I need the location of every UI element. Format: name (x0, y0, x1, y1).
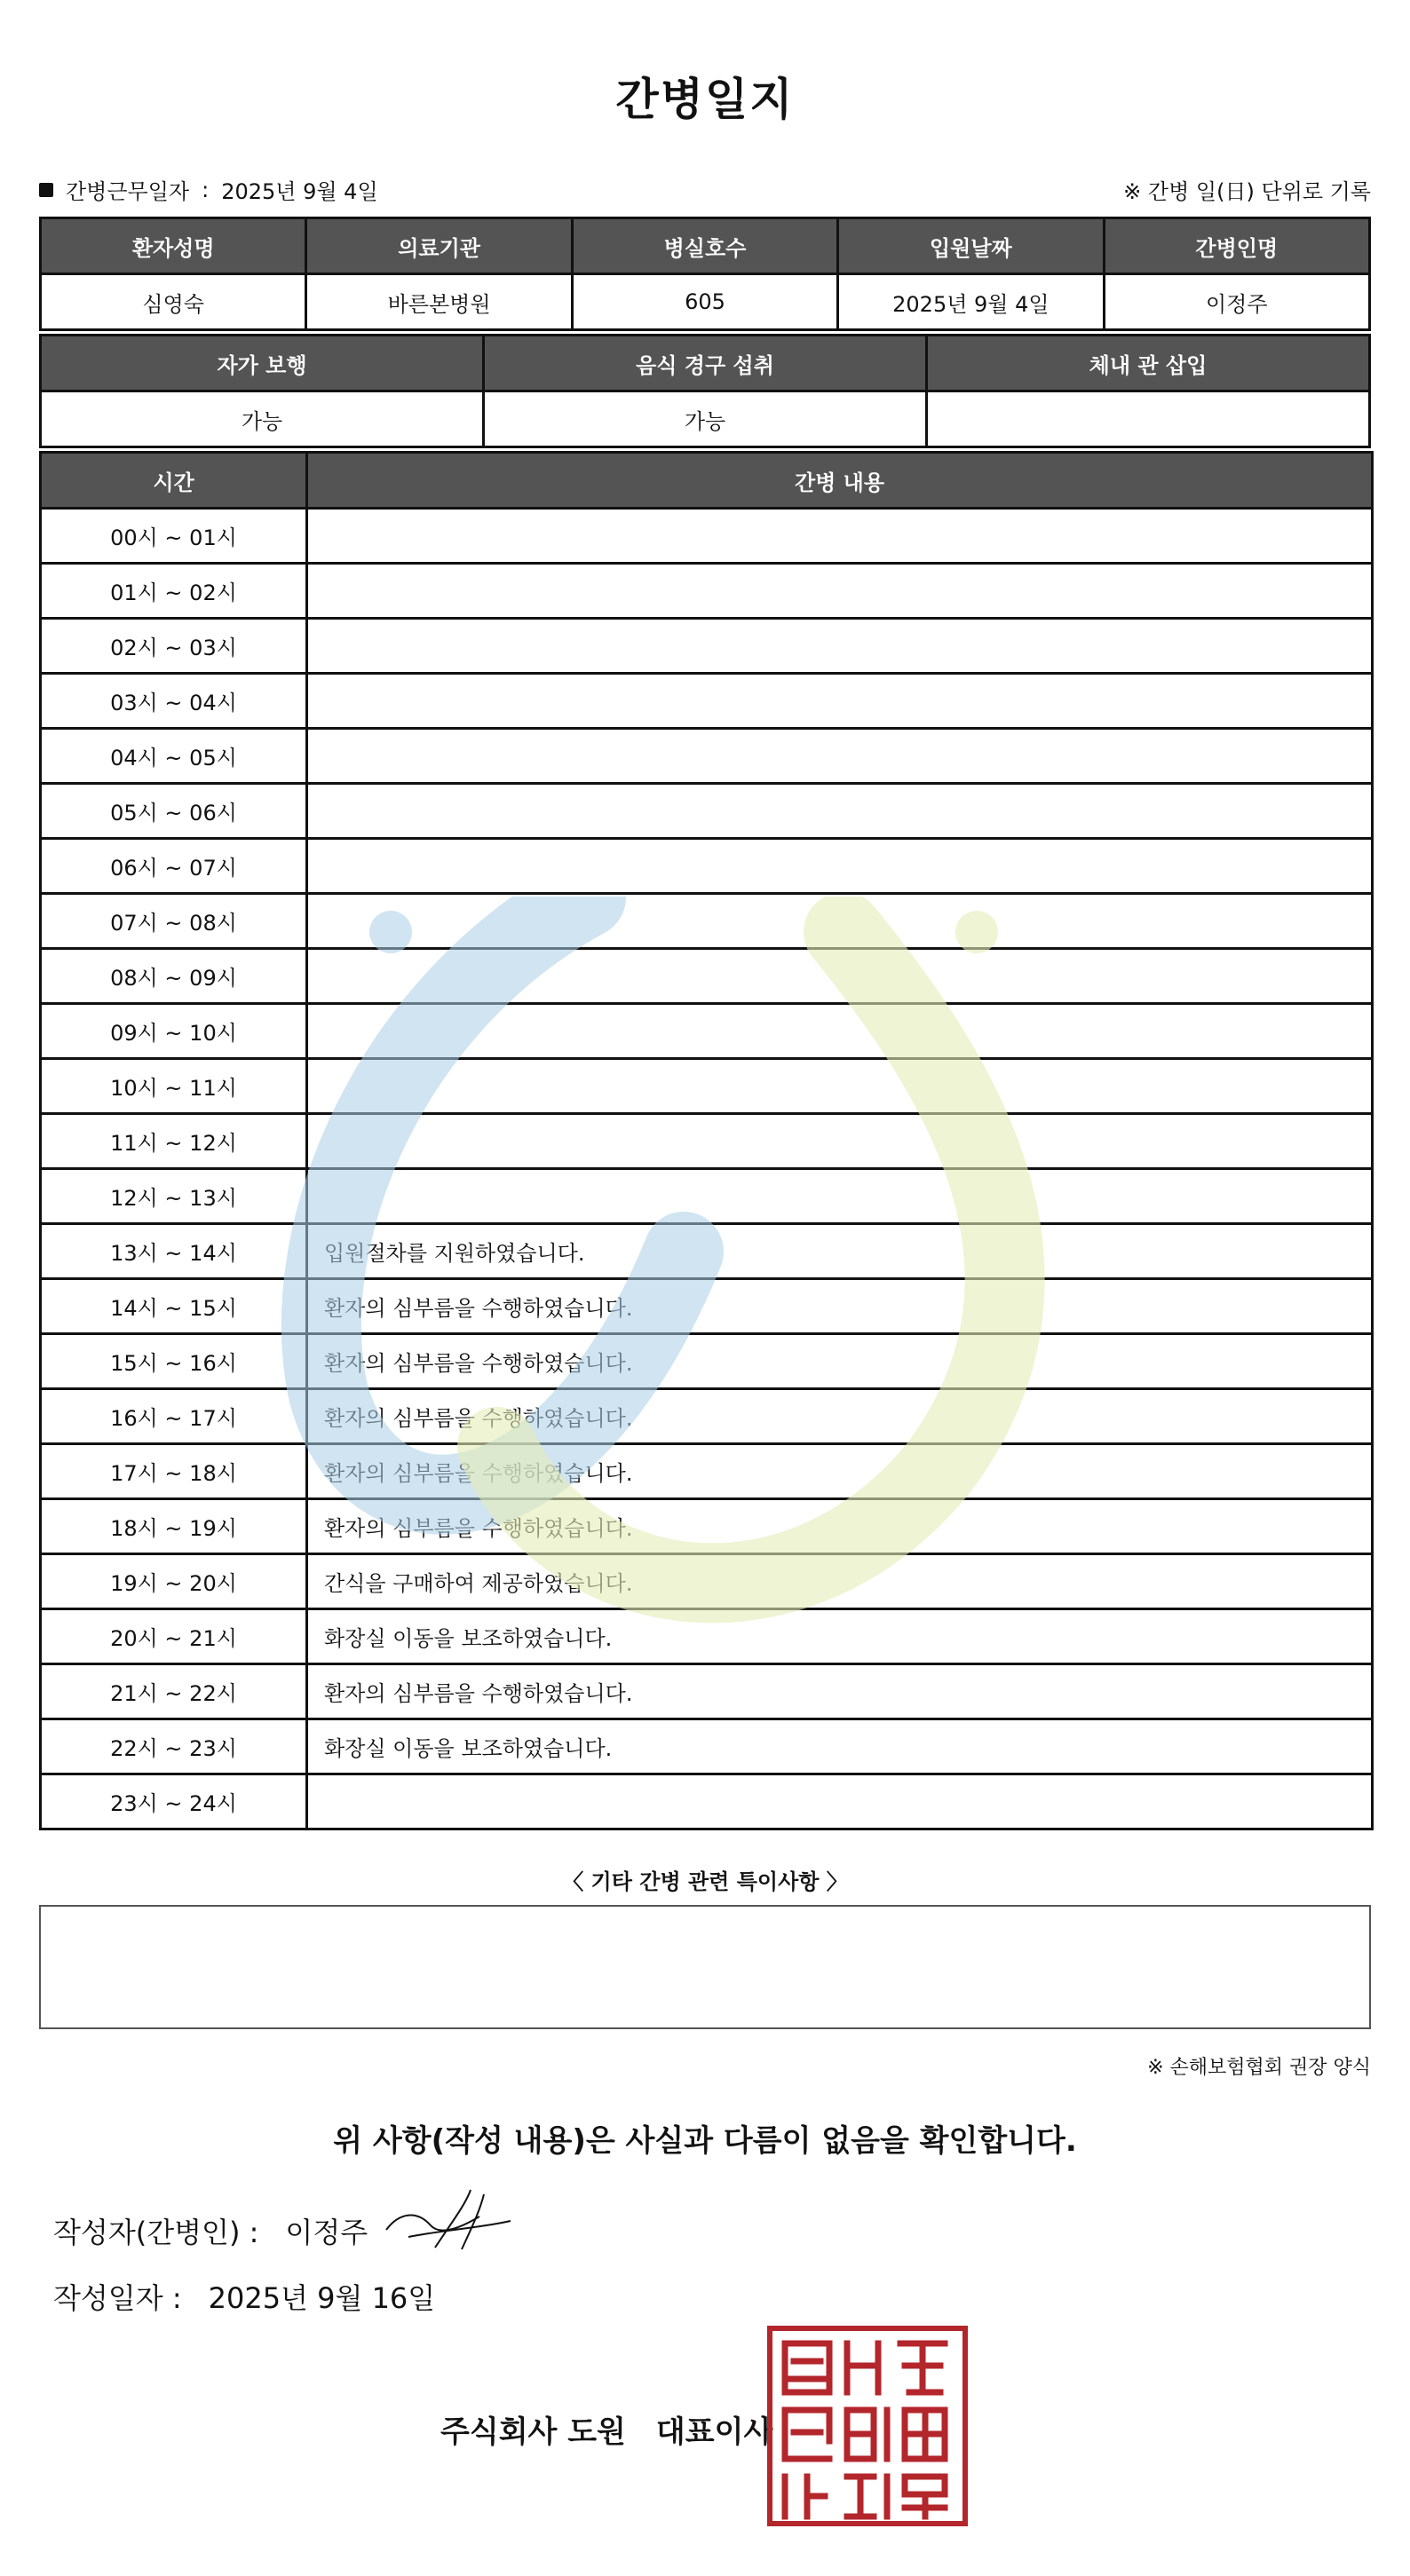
care-content: 화장실 이동을 보조하였습니다. (307, 1609, 1373, 1664)
special-notes-title: 〈 기타 간병 관련 특이사항 〉 (562, 1869, 848, 1894)
time-slot: 05시 ~ 06시 (41, 784, 307, 839)
table-row (41, 674, 1373, 729)
time-slot: 14시 ~ 15시 (41, 1279, 307, 1334)
header-hospital: 의료기관 (306, 218, 572, 274)
header-care-content: 간병 내용 (307, 453, 1373, 509)
ceo-title: 대표이사 (655, 2414, 773, 2450)
time-slot: 21시 ~ 22시 (41, 1664, 307, 1719)
time-slot: 16시 ~ 17시 (41, 1389, 307, 1444)
date-value: 2025년 9월 16일 (208, 2281, 436, 2315)
writer-label: 작성자(간병인) : (53, 2216, 259, 2249)
care-content (307, 564, 1373, 619)
document-title: 간병일지 (615, 74, 795, 125)
special-notes-box (39, 1905, 1371, 2029)
table-row (41, 894, 1373, 949)
tube-status (927, 391, 1370, 447)
header-oral-intake: 음식 경구 섭취 (484, 336, 927, 391)
time-slot: 06시 ~ 07시 (41, 839, 307, 894)
time-slot: 11시 ~ 12시 (41, 1114, 307, 1169)
table-row (41, 1664, 1373, 1719)
time-slot: 04시 ~ 05시 (41, 729, 307, 784)
care-content: 간식을 구매하여 제공하였습니다. (307, 1554, 1373, 1609)
table-row (41, 1169, 1373, 1224)
header-room: 병실호수 (572, 218, 837, 274)
table-row (41, 509, 1373, 564)
work-date-separator: : (202, 177, 210, 202)
care-content (307, 1169, 1373, 1224)
table-row (41, 949, 1373, 1004)
care-content (307, 784, 1373, 839)
care-content: 입원절차를 지원하였습니다. (307, 1224, 1373, 1279)
care-content: 화장실 이동을 보조하였습니다. (307, 1719, 1373, 1774)
table-row (41, 1774, 1373, 1829)
admission-date: 2025년 9월 4일 (838, 274, 1104, 330)
table-row (41, 784, 1373, 839)
caregiver-name: 이정주 (1104, 274, 1369, 330)
time-slot: 10시 ~ 11시 (41, 1059, 307, 1114)
table-row (41, 1059, 1373, 1114)
care-content: 환자의 심부름을 수행하였습니다. (307, 1664, 1373, 1719)
writer-line (53, 2210, 368, 2251)
header-patient-name: 환자성명 (41, 218, 306, 274)
care-content (307, 509, 1373, 564)
room-number: 605 (572, 274, 837, 330)
unit-note: ※ 간병 일(日) 단위로 기록 (1123, 179, 1371, 204)
table-row (41, 1499, 1373, 1554)
time-slot: 02시 ~ 03시 (41, 619, 307, 674)
care-content (307, 619, 1373, 674)
care-content (307, 1004, 1373, 1059)
form-note: ※ 손해보험협회 권장 양식 (1147, 2057, 1371, 2079)
header-caregiver: 간병인명 (1104, 218, 1369, 274)
table-row (41, 1004, 1373, 1059)
time-slot: 23시 ~ 24시 (41, 1774, 307, 1829)
time-slot: 19시 ~ 20시 (41, 1554, 307, 1609)
time-slot: 18시 ~ 19시 (41, 1499, 307, 1554)
time-slot: 03시 ~ 04시 (41, 674, 307, 729)
care-content (307, 1059, 1373, 1114)
signature-icon (382, 2185, 515, 2256)
patient-status-table (39, 334, 1371, 448)
time-slot: 08시 ~ 09시 (41, 949, 307, 1004)
care-content: 환자의 심부름을 수행하였습니다. (307, 1499, 1373, 1554)
table-row (41, 1114, 1373, 1169)
time-slot: 17시 ~ 18시 (41, 1444, 307, 1499)
time-slot: 09시 ~ 10시 (41, 1004, 307, 1059)
table-row (41, 839, 1373, 894)
patient-info-table (39, 217, 1371, 331)
table-row (41, 729, 1373, 784)
care-content: 환자의 심부름을 수행하였습니다. (307, 1444, 1373, 1499)
writer-name: 이정주 (285, 2216, 368, 2249)
work-date-value: 2025년 9월 4일 (221, 179, 378, 204)
table-row (41, 1389, 1373, 1444)
date-line (53, 2276, 435, 2317)
patient-name: 심영숙 (41, 274, 306, 330)
care-content (307, 894, 1373, 949)
header-walking: 자가 보행 (41, 336, 484, 391)
table-row (41, 1554, 1373, 1609)
work-date (39, 174, 378, 205)
work-date-label: 간병근무일자 (66, 179, 190, 204)
table-row (41, 1334, 1373, 1389)
company-seal-icon (767, 2326, 968, 2526)
table-row (41, 1444, 1373, 1499)
company-line (440, 2407, 772, 2451)
care-content: 환자의 심부름을 수행하였습니다. (307, 1389, 1373, 1444)
time-slot: 01시 ~ 02시 (41, 564, 307, 619)
time-slot: 07시 ~ 08시 (41, 894, 307, 949)
date-label: 작성일자 : (53, 2281, 182, 2315)
table-row (41, 619, 1373, 674)
header-tube: 체내 관 삽입 (927, 336, 1370, 391)
care-content (307, 674, 1373, 729)
care-content (307, 1774, 1373, 1829)
time-slot: 15시 ~ 16시 (41, 1334, 307, 1389)
care-content (307, 839, 1373, 894)
care-content: 환자의 심부름을 수행하였습니다. (307, 1334, 1373, 1389)
oral-intake-status: 가능 (484, 391, 927, 447)
time-slot: 22시 ~ 23시 (41, 1719, 307, 1774)
hospital-name: 바른본병원 (306, 274, 572, 330)
table-row (41, 1719, 1373, 1774)
table-row (41, 1609, 1373, 1664)
table-row (41, 1224, 1373, 1279)
table-row (41, 1279, 1373, 1334)
walking-status: 가능 (41, 391, 484, 447)
time-slot: 20시 ~ 21시 (41, 1609, 307, 1664)
care-log-table (39, 451, 1374, 1830)
care-content (307, 729, 1373, 784)
header-admission-date: 입원날짜 (838, 218, 1104, 274)
table-row (41, 564, 1373, 619)
header-time: 시간 (41, 453, 307, 509)
square-bullet-icon (39, 183, 53, 197)
time-slot: 13시 ~ 14시 (41, 1224, 307, 1279)
care-content (307, 949, 1373, 1004)
time-slot: 00시 ~ 01시 (41, 509, 307, 564)
time-slot: 12시 ~ 13시 (41, 1169, 307, 1224)
confirmation-statement: 위 사항(작성 내용)은 사실과 다름이 없음을 확인합니다. (333, 2123, 1077, 2159)
company-name: 주식회사 도원 (440, 2414, 626, 2450)
care-content (307, 1114, 1373, 1169)
care-content: 환자의 심부름을 수행하였습니다. (307, 1279, 1373, 1334)
